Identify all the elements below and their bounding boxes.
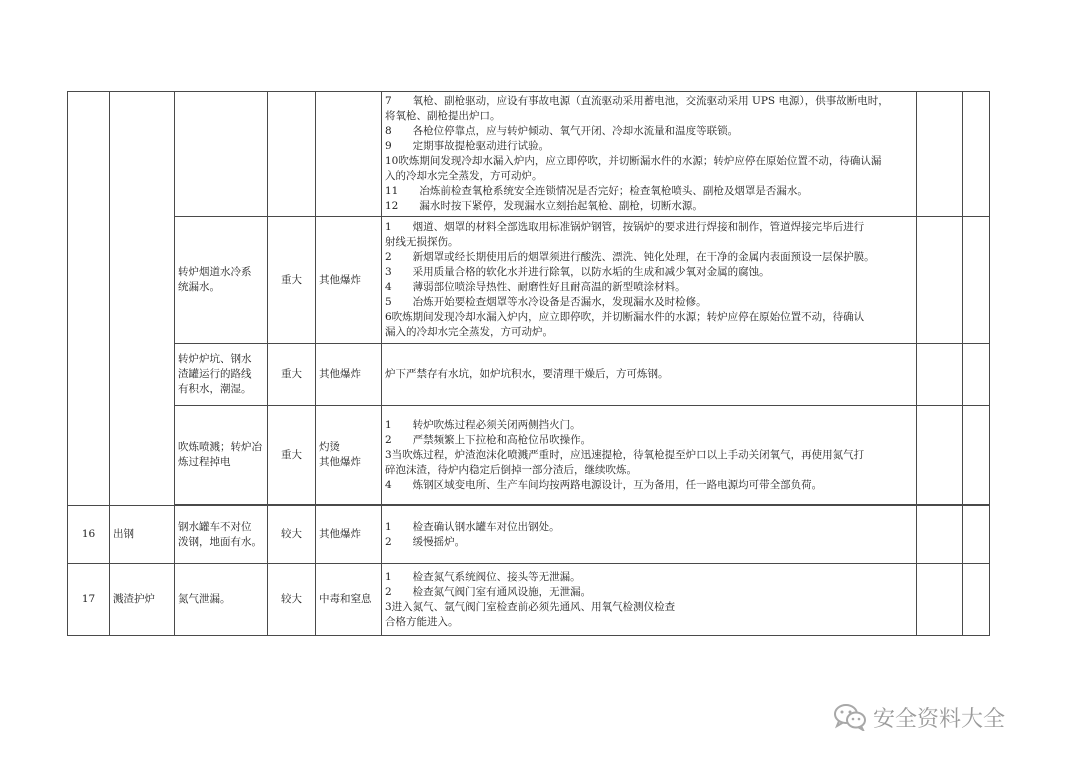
row-number-cell: 17 [68,564,110,636]
watermark [833,700,1005,734]
table-row [68,506,990,564]
table-row [68,564,990,636]
hazard-line: 转炉烟道水冷系 [178,266,252,278]
control-measures-cell [382,217,917,344]
accident-type-cell: 其他爆炸 [316,217,382,344]
measure-line: 9 定期事故提枪驱动进行试验。 [385,140,550,152]
measure-line: 4 炼钢区域变电所、生产车间均按两路电源设计，互为备用，任一路电源均可带全部负荷。 [385,478,823,491]
empty-cell [917,406,963,505]
measure-line: 合格方能进入。 [385,615,459,628]
empty-cell [917,217,963,344]
risk-level-cell: 重大 [268,406,316,505]
measure-line: 7 氧枪、副枪驱动，应设有事故电源（直流驱动采用蓄电池，交流驱动采用 UPS 电源），供事故断电时， [385,95,889,107]
measure-line: 1 检查确认钢水罐车对位出钢处。 [385,520,560,533]
control-measures-cell [382,564,917,636]
watermark-text: 安全资料大全 [873,706,1006,732]
risk-level-cell: 重大 [268,344,316,406]
measure-line: 5 冶炼开始要检查烟罩等水冷设备是否漏水，发现漏水及时检修。 [385,296,707,308]
table-row [68,92,990,217]
empty-cell [963,406,990,505]
control-measures-cell [382,344,917,406]
process-step-cell: 溅渣护炉 [110,564,175,636]
empty-cell [917,564,963,636]
empty-cell [963,217,990,344]
accident-type-cell [316,406,382,505]
measure-line: 3当吹炼过程，炉渣泡沫化喷溅严重时，应迅速提枪，待氧枪提至炉口以上手动关闭氧气，再使用氮气打 [385,448,865,461]
empty-cell [963,344,990,406]
measure-line: 11 冶炼前检查氧枪系统安全连锁情况是否完好；检查氧枪喷头、副枪及烟罩是否漏水。 [385,185,808,197]
measure-line: 碎泡沫渣，待炉内稳定后倒掉一部分渣后，继续吹炼。 [385,463,637,476]
measure-line: 1 烟道、烟罩的材料全部选取用标准锅炉钢管，按锅炉的要求进行焊接和制作，管道焊接完毕后进行 [385,221,865,233]
hazard-line: 渣罐运行的路线 [178,368,252,380]
measure-line: 2 检查氮气阀门室有通风设施，无泄漏。 [385,585,592,598]
measure-line: 1 转炉吹炼过程必须关闭两侧挡火门。 [385,418,581,431]
table-row [68,406,990,505]
measure-line: 入的冷却水完全蒸发，方可动炉。 [385,170,543,182]
hazard-line: 统漏水。 [178,281,220,293]
measure-line: 12 漏水时按下紧停，发现漏水立刻抬起氧枪、副枪，切断水源。 [385,200,703,212]
hazard-line: 泼钢，地面有水。 [178,535,262,548]
empty-cell [963,506,990,564]
hazard-cell [175,506,268,564]
hazard-cell [175,406,268,505]
hazard-line: 炼过程掉电 [178,456,231,468]
hazard-line: 转炉炉坑、钢水 [178,353,252,365]
measure-line: 2 新烟罩或经长期使用后的烟罩须进行酸洗、漂洗、钝化处理，在干净的金属内表面预设一层保护膜。 [385,251,875,263]
empty-cell [917,506,963,564]
hazard-cell [175,217,268,344]
measure-line: 6吹炼期间发现冷却水漏入炉内，应立即停吹，并切断漏水件的水源；转炉应停在原始位置不动，待确认 [385,311,865,323]
empty-cell [963,92,990,217]
accident-type-line: 灼烫 [319,441,340,453]
risk-level-cell: 重大 [268,217,316,344]
hazard-line: 吹炼喷溅；转炉冶 [178,441,262,453]
accident-type-cell: 其他爆炸 [316,344,382,406]
process-step-cell [110,92,175,506]
measure-line: 2 严禁频繁上下拉枪和高枪位吊吹操作。 [385,433,592,446]
table-row [68,217,990,344]
table-row [68,344,990,406]
control-measures-cell [382,92,917,217]
measure-line: 炉下严禁存有水坑，如炉坑积水，要清理干燥后，方可炼钢。 [385,368,669,380]
measure-line: 漏入的冷却水完全蒸发，方可动炉。 [385,326,553,338]
risk-level-cell: 较大 [268,564,316,636]
measure-line: 2 缓慢摇炉。 [385,535,466,548]
hazard-line: 钢水罐车不对位 [178,520,252,533]
measure-line: 射线无损探伤。 [385,236,459,248]
row-number-cell [68,92,110,506]
accident-type-cell: 中毒和窒息 [316,564,382,636]
process-step-cell: 出钢 [110,506,175,564]
control-measures-cell [382,406,917,505]
measure-line: 3进入氮气、氩气阀门室检查前必须先通风、用氧气检测仪检查 [385,600,676,613]
hazard-cell [175,92,268,217]
hazard-cell [175,564,268,636]
accident-type-cell [316,92,382,217]
empty-cell [963,564,990,636]
wechat-icon [833,703,867,731]
accident-type-cell: 其他爆炸 [316,506,382,564]
measure-line: 10吹炼期间发现冷却水漏入炉内，应立即停吹，并切断漏水件的水源；转炉应停在原始位置不动，待确认漏 [385,155,882,167]
measure-line: 将氧枪、副枪提出炉口。 [385,110,501,122]
hazard-line: 氮气泄漏。 [178,593,231,605]
empty-cell [917,344,963,406]
measure-line: 4 薄弱部位喷涂导热性、耐磨性好且耐高温的新型喷涂材料。 [385,281,686,293]
hazard-cell [175,344,268,406]
measure-line: 8 各枪位停靠点，应与转炉倾动、氧气开闭、冷却水流量和温度等联锁。 [385,125,739,137]
empty-cell [917,92,963,217]
measure-line: 1 检查氮气系统阀位、接头等无泄漏。 [385,570,581,583]
measure-line: 3 采用质量合格的软化水并进行除氧，以防水垢的生成和减少氧对金属的腐蚀。 [385,266,770,278]
risk-control-table [67,91,990,636]
hazard-line: 有积水，潮湿。 [178,383,252,395]
risk-level-cell [268,92,316,217]
row-number-cell: 16 [68,506,110,564]
accident-type-line: 其他爆炸 [319,456,361,468]
control-measures-cell [382,506,917,564]
risk-level-cell: 较大 [268,506,316,564]
